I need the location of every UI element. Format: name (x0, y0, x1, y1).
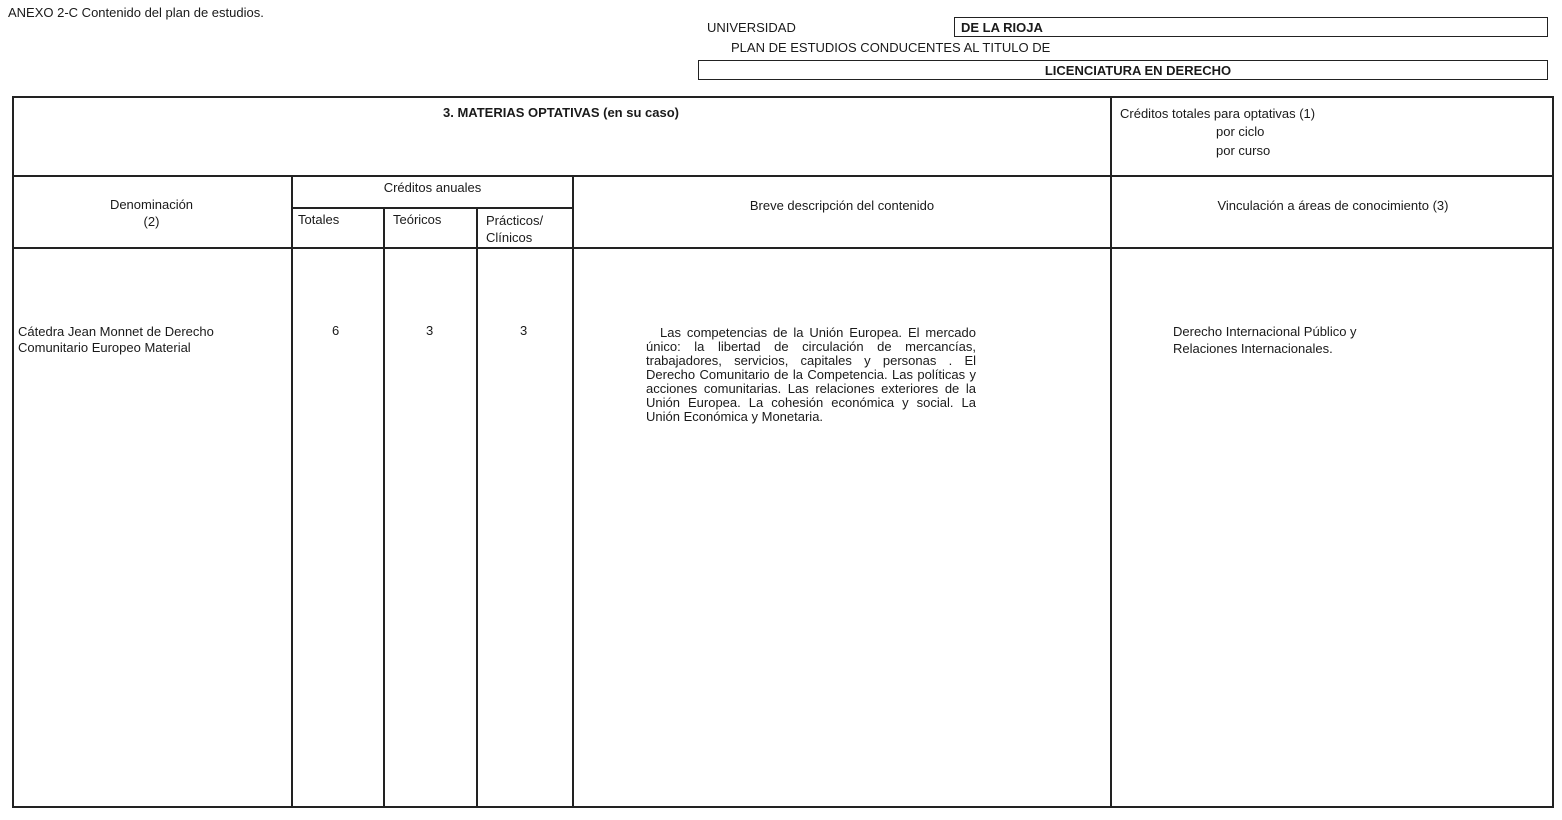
col-header-teoricos: Teóricos (393, 212, 442, 227)
col-header-denominacion-note: (2) (143, 214, 160, 229)
col-header-totales: Totales (298, 212, 340, 227)
col-divider-descripcion (572, 175, 574, 808)
creditos-teoricos-value: 3 (426, 323, 434, 338)
col-header-descripcion: Breve descripción del contenido (749, 198, 935, 213)
annex-title: ANEXO 2-C Contenido del plan de estudios. (8, 5, 264, 20)
per-course-label: por curso (1216, 143, 1271, 158)
row-divider-header (12, 175, 1554, 177)
col-header-denominacion: Denominación (109, 197, 194, 212)
per-cycle-label: por ciclo (1216, 124, 1265, 139)
titulo-value: LICENCIATURA EN DERECHO (1044, 63, 1232, 78)
col-divider-teoricos (383, 207, 385, 808)
col-header-creditos-anuales: Créditos anuales (383, 180, 482, 195)
col-divider-practicos (476, 207, 478, 808)
titulo-field (698, 60, 1548, 80)
section-title: 3. MATERIAS OPTATIVAS (en su caso) (443, 105, 679, 120)
materia-name-line2: Comunitario Europeo Material (18, 340, 191, 355)
universidad-label: UNIVERSIDAD (707, 20, 796, 35)
col-divider-totales (291, 175, 293, 808)
creditos-practicos-value: 3 (520, 323, 528, 338)
creditos-totales-value: 6 (332, 323, 340, 338)
col-header-practicos: Prácticos/ (486, 213, 544, 228)
plan-label: PLAN DE ESTUDIOS CONDUCENTES AL TITULO DE (731, 40, 1051, 55)
universidad-value: DE LA RIOJA (961, 20, 1043, 35)
row-divider-creditos (292, 207, 573, 209)
materia-name-line1: Cátedra Jean Monnet de Derecho (18, 324, 214, 339)
row-divider-body (12, 247, 1554, 249)
contenido-description: Las competencias de la Unión Europea. El mercado único: la libertad de circulación de mercancías, trabajadores, servicios, capitales y personas . El Derecho Comunitario de la Competencia. Las políticas y acciones comunitarias. Las relaciones exteriores de la Unión Europea. La cohesión económica y social. La Unión Económica y Monetaria. (646, 325, 976, 424)
area-line2: Relaciones Internacionales. (1173, 341, 1333, 356)
col-header-clinicos: Clínicos (486, 230, 533, 245)
area-line1: Derecho Internacional Público y (1173, 324, 1357, 339)
credits-total-label: Créditos totales para optativas (1) (1120, 106, 1316, 121)
universidad-field (954, 17, 1548, 37)
col-header-vinculacion: Vinculación a áreas de conocimiento (3) (1217, 198, 1449, 213)
